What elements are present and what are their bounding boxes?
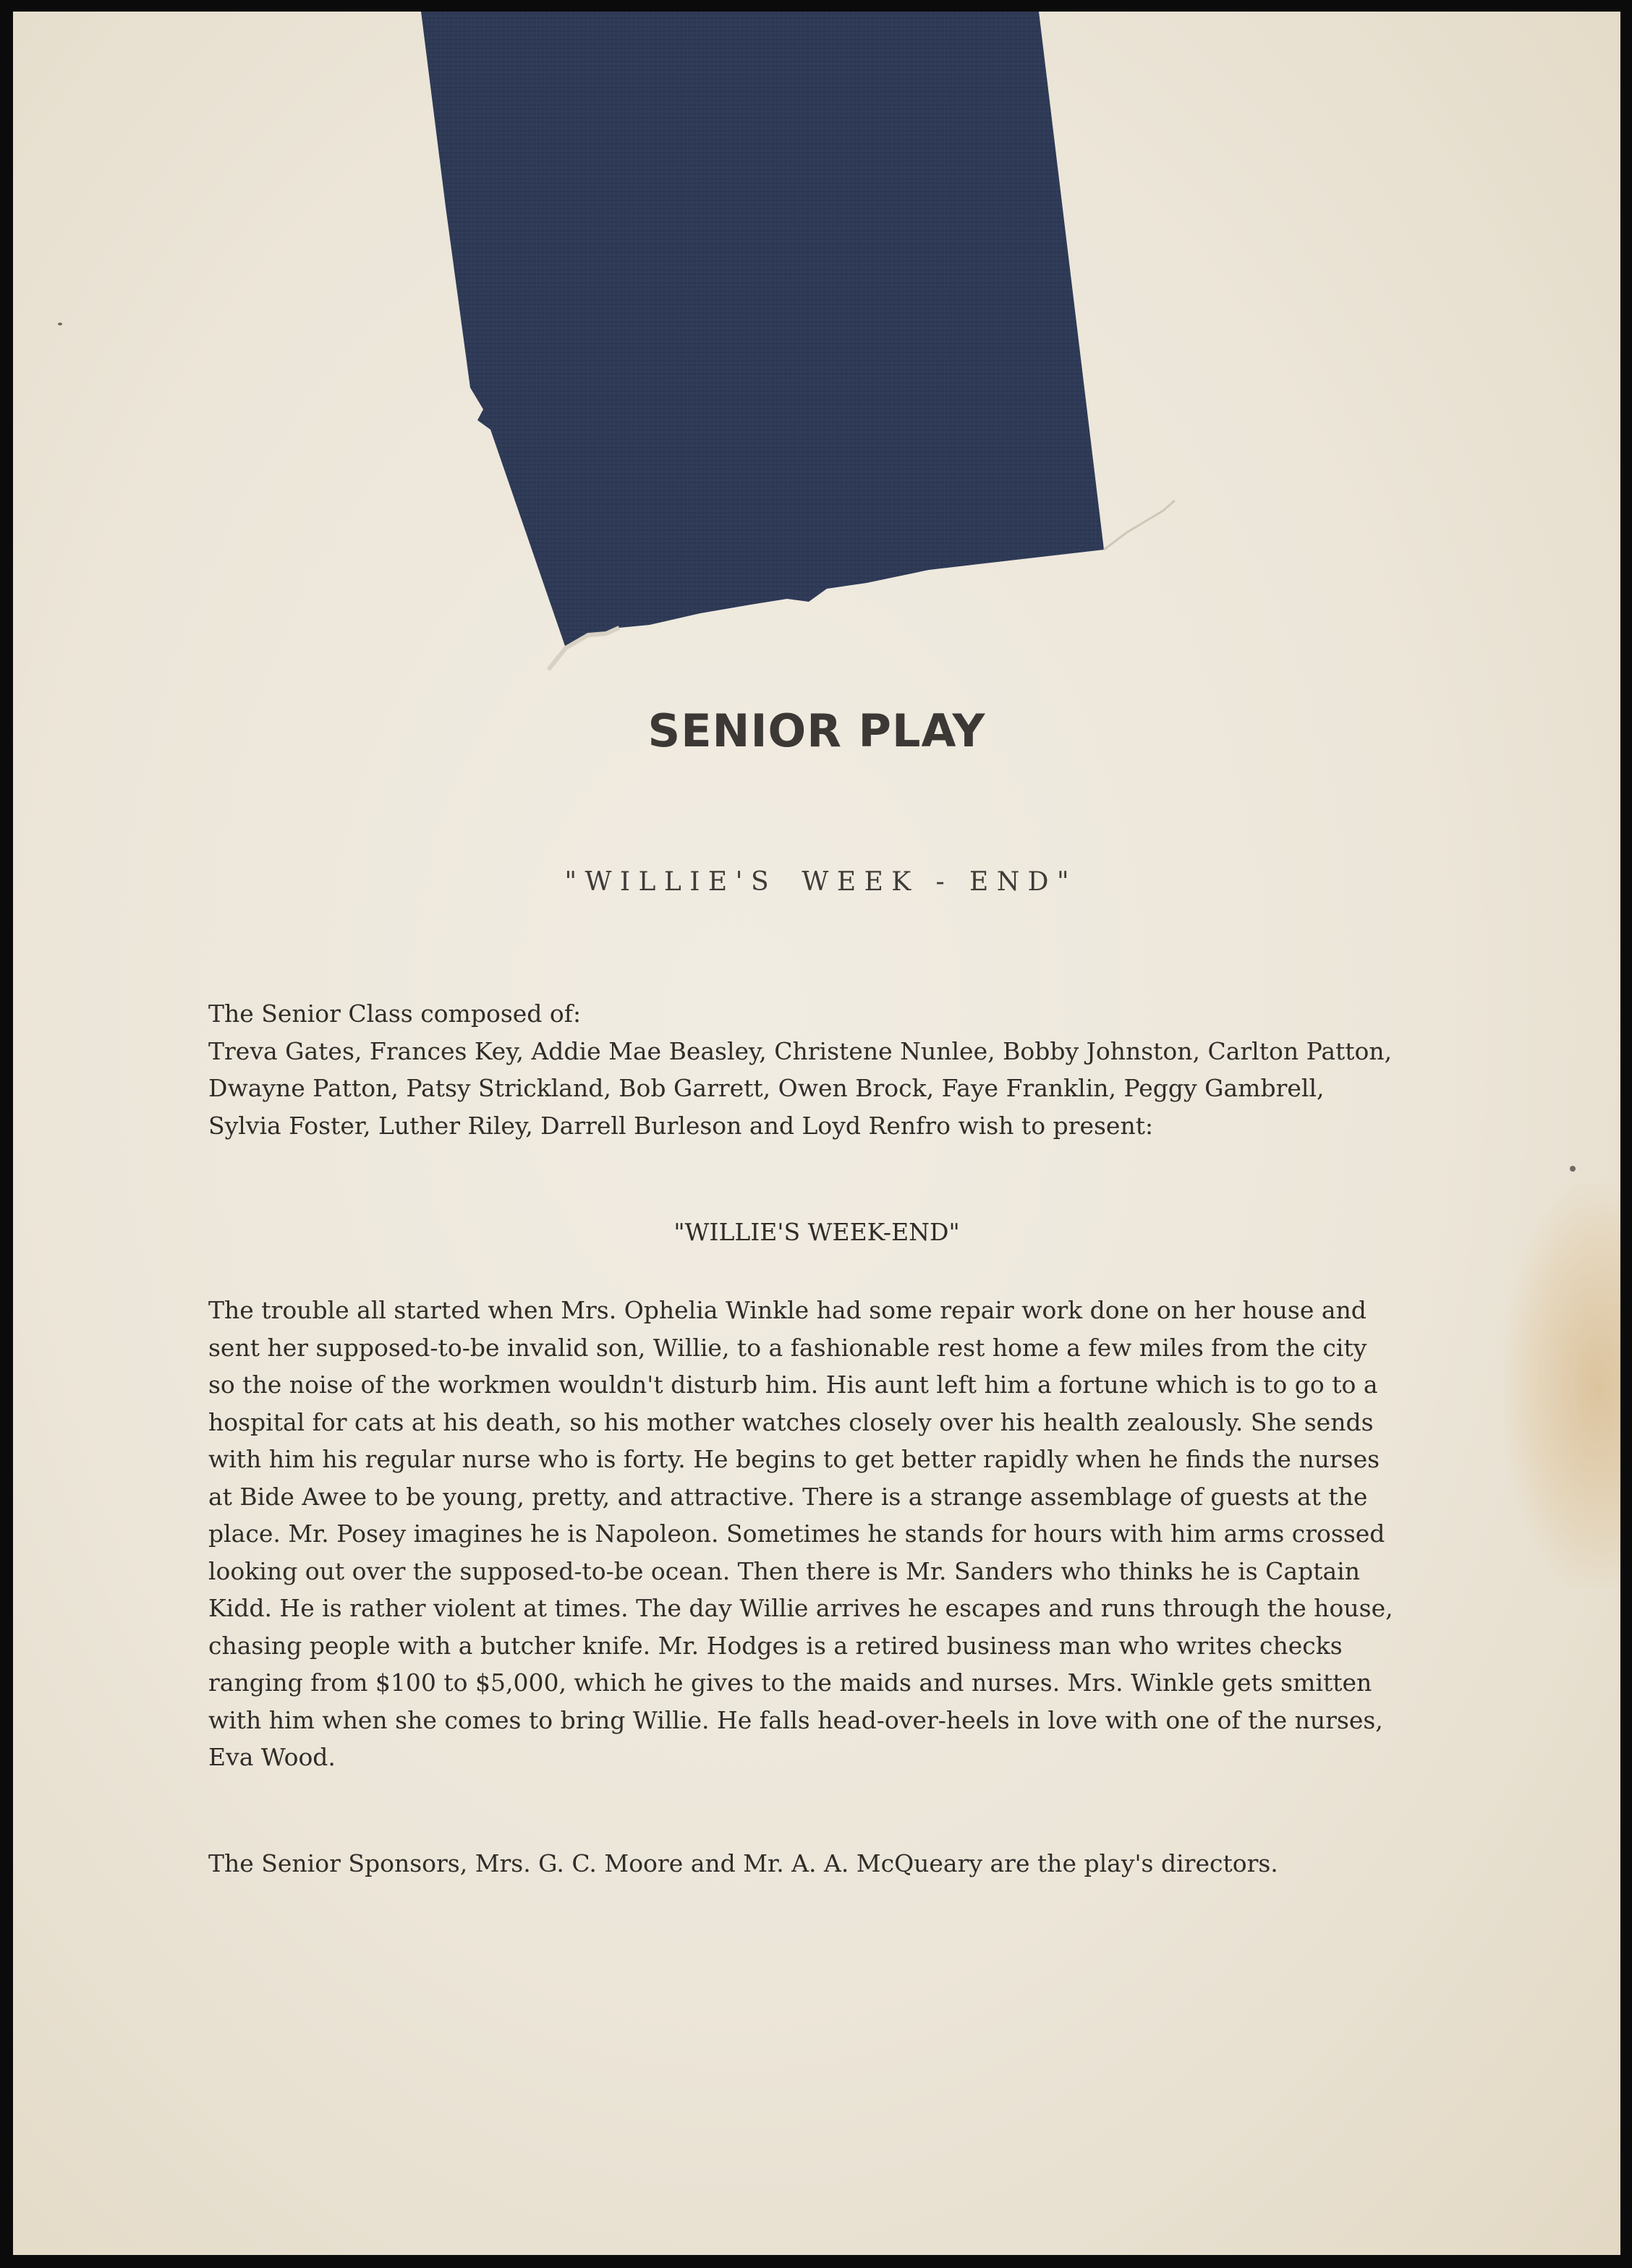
navy-cloth-swatch (13, 12, 1620, 735)
cast-intro (208, 995, 1395, 1144)
page-speck (1570, 1166, 1576, 1172)
scanned-page (13, 12, 1620, 2255)
sponsors-line: The Senior Sponsors, Mrs. G. C. Moore and Mr. A. A. McQueary are the play's directors. (208, 1849, 1278, 1877)
play-subtitle: " W I L L I E ' S W E E K - E N D " (564, 867, 1069, 897)
page-speck (58, 323, 62, 325)
play-name: "WILLIE'S WEEK-END" (673, 1218, 960, 1246)
page-title: SENIOR PLAY (647, 704, 986, 757)
intro-heading: The Senior Class composed of: (208, 999, 582, 1028)
cast-list: Treva Gates, Frances Key, Addie Mae Beasley, Christene Nunlee, Bobby Johnston, Carlton Patton, Dwayne Patton, Patsy Strickland, Bob Garrett, Owen Brock, Faye Franklin, Peggy Gambrell, Sylvia Foster, Luther Riley, Darrell Burleson and Loyd Renfro wish to present: (208, 1036, 1393, 1140)
synopsis-paragraph: The trouble all started when Mrs. Ophelia Winkle had some repair work done on her house and sent her supposed-to-be invalid son, Willie, to a fashionable rest home a few miles from the city so the noise of the workmen wouldn't disturb him. His aunt left him a fortune which is to go to a hospital for cats at his death, so his mother watches closely over his health zealously. She sends with him his regular nurse who is forty. He begins to get better rapidly when he finds the nurses at Bide Awee to be young, pretty, and attractive. There is a strange assemblage of guests at the place. Mr. Posey imagines he is Napoleon. Sometimes he stands for hours with him arms crossed looking out over the supposed-to-be ocean. Then there is Mr. Sanders who thinks he is Captain Kidd. He is rather violent at times. The day Willie arrives he escapes and runs through the house, chasing people with a butcher knife. Mr. Hodges is a retired business man who writes checks ranging from $100 to $5,000, which he gives to the maids and nurses. Mrs. Winkle gets smitten with him when she comes to bring Willie. He falls head-over-heels in love with one of the nurses, Eva Wood. (208, 1296, 1393, 1771)
